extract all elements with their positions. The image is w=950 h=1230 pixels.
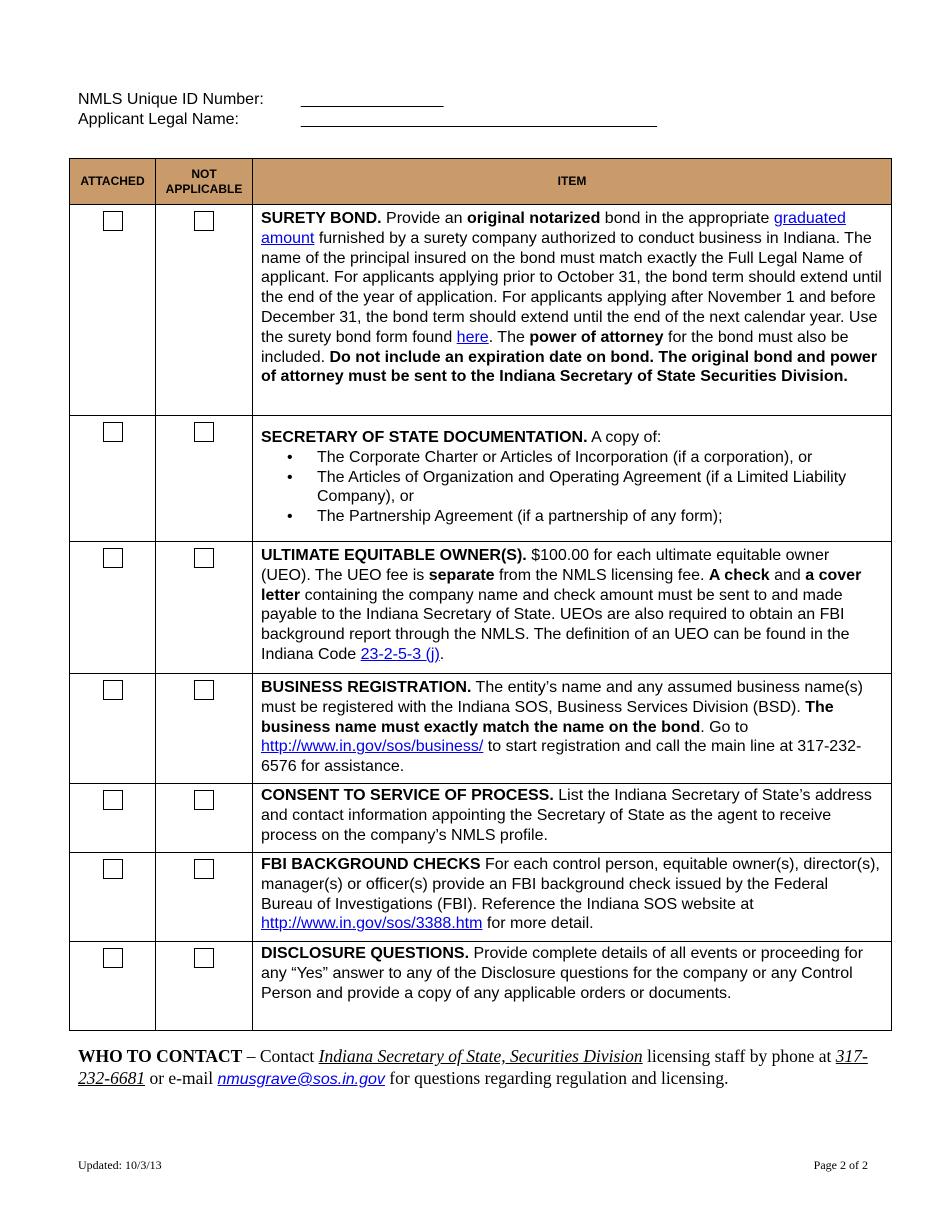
header-item: ITEM <box>253 159 892 205</box>
contact-phone[interactable]: 317-232-6681 <box>78 1046 868 1088</box>
consent-service-title: CONSENT TO SERVICE OF PROCESS. <box>261 786 554 804</box>
contact-email-link[interactable]: nmusgrave@sos.in.gov <box>217 1071 385 1088</box>
sos-documentation-item: SECRETARY OF STATE DOCUMENTATION. A copy of: • The Corporate Charter or Articles of Incorporation (if a corporation), or • The Articles of Organization and Operating Agreement (if a Limited Liability Company), or • The Partnership Agreement (if a partnership of any form); <box>253 416 892 542</box>
fbi-background-title: FBI BACKGROUND CHECKS <box>261 855 481 873</box>
checklist-table <box>69 158 892 1031</box>
sos-documents-list <box>261 448 883 527</box>
surety-bond-item: SURETY BOND. Provide an original notarized bond in the appropriate graduated amount furnished by a surety company authorized to conduct business in Indiana. The name of the principal insured on the bond must match exactly the Full Legal Name of applicant. For applicants applying prior to October 31, the bond term should extend until the end of the year of application. For applicants applying after November 1 and before December 31, the bond term should extend until the end of the next calendar year. Use the surety bond form found here. The power of attorney for the bond must also be included. Do not include an expiration date on bond. The original bond and power of attorney must be sent to the Indiana Secretary of State Securities Division. <box>253 205 892 416</box>
sos-documentation-attached-checkbox[interactable] <box>103 422 123 442</box>
legal-name-row <box>78 110 657 130</box>
fbi-background-attached-checkbox[interactable] <box>103 859 123 879</box>
sos-documentation-na-checkbox[interactable] <box>194 422 214 442</box>
business-registration-attached-checkbox[interactable] <box>103 680 123 700</box>
ueo-na-checkbox[interactable] <box>194 548 214 568</box>
nmls-id-label: NMLS Unique ID Number: <box>78 91 264 108</box>
surety-bond-title: SURETY BOND. <box>261 210 382 227</box>
business-registration-na-checkbox[interactable] <box>194 680 214 700</box>
table-row <box>70 941 892 1030</box>
page-number: Page 2 of 2 <box>813 1158 868 1172</box>
surety-form-here-link[interactable]: here <box>456 328 489 346</box>
consent-service-attached-checkbox[interactable] <box>103 790 123 810</box>
indiana-code-link[interactable]: 23-2-5-3 (j) <box>360 645 440 663</box>
ueo-title: ULTIMATE EQUITABLE OWNER(S). <box>261 547 527 564</box>
disclosure-questions-na-checkbox[interactable] <box>194 948 214 968</box>
legal-name-field[interactable]: ________________________________________ <box>301 111 657 128</box>
legal-name-label: Applicant Legal Name: <box>78 111 239 128</box>
consent-service-item: CONSENT TO SERVICE OF PROCESS. List the Indiana Secretary of State’s address and contact information appointing the Secretary of State as the agent to receive process on the company’s NMLS profile. <box>253 783 892 852</box>
sos-3388-link[interactable]: http://www.in.gov/sos/3388.htm <box>261 915 483 933</box>
ueo-item: ULTIMATE EQUITABLE OWNER(S). $100.00 for each ultimate equitable owner (UEO). The UEO fee is separate from the NMLS licensing fee. A check and a cover letter containing the company name and check amount must be sent to and made payable to the Indiana Secretary of State. UEOs are also required to obtain an FBI background report through the NMLS. The definition of an UEO can be found in the Indiana Code 23-2-5-3 (j). <box>253 542 892 674</box>
header-attached: ATTACHED <box>70 159 156 205</box>
table-header-row <box>70 159 892 205</box>
header-not-applicable: NOT APPLICABLE <box>156 159 253 205</box>
fbi-background-na-checkbox[interactable] <box>194 859 214 879</box>
updated-date: Updated: 10/3/13 <box>78 1158 162 1172</box>
sos-business-link[interactable]: http://www.in.gov/sos/business/ <box>261 738 484 756</box>
fbi-background-item: FBI BACKGROUND CHECKS For each control person, equitable owner(s), director(s), manager(s) or officer(s) provide an FBI background check issued by the Federal Bureau of Investigations (FBI). Reference the Indiana SOS website at http://www.in.gov/sos/3388.htm for more detail. <box>253 852 892 941</box>
table-row <box>70 674 892 784</box>
consent-service-na-checkbox[interactable] <box>194 790 214 810</box>
sos-documentation-title: SECRETARY OF STATE DOCUMENTATION. <box>261 429 588 446</box>
applicant-header <box>78 90 657 130</box>
table-row <box>70 542 892 674</box>
disclosure-questions-title: DISCLOSURE QUESTIONS. <box>261 944 470 962</box>
disclosure-questions-item: DISCLOSURE QUESTIONS. Provide complete details of all events or proceeding for any “Yes” answer to any of the Disclosure questions for the company or any Control Person and provide a copy of any applicable orders or documents. <box>253 941 892 1030</box>
who-to-contact: WHO TO CONTACT – Contact Indiana Secretary of State, Securities Division licensing staff by phone at 317-232-6681 or e-mail nmusgrave@sos.in.gov for questions regarding regulation and licensing. <box>78 1046 868 1088</box>
list-item: • The Corporate Charter or Articles of Incorporation (if a corporation), or <box>309 448 883 468</box>
disclosure-questions-attached-checkbox[interactable] <box>103 948 123 968</box>
table-row <box>70 852 892 941</box>
list-item: • The Partnership Agreement (if a partnership of any form); <box>309 507 883 527</box>
securities-division-name: Indiana Secretary of State, Securities Division <box>318 1046 643 1066</box>
business-registration-title: BUSINESS REGISTRATION. <box>261 679 472 696</box>
table-row <box>70 205 892 416</box>
ueo-attached-checkbox[interactable] <box>103 548 123 568</box>
list-item: • The Articles of Organization and Operating Agreement (if a Limited Liability Company), or <box>309 468 883 508</box>
graduated-amount-link[interactable]: graduated amount <box>261 210 846 247</box>
business-registration-item: BUSINESS REGISTRATION. The entity’s name and any assumed business name(s) must be registered with the Indiana SOS, Business Services Division (BSD). The business name must exactly match the name on the bond. Go to http://www.in.gov/sos/business/ to start registration and call the main line at 317-232-6576 for assistance. <box>253 674 892 784</box>
table-row <box>70 416 892 542</box>
surety-bond-attached-checkbox[interactable] <box>103 211 123 231</box>
surety-bond-na-checkbox[interactable] <box>194 211 214 231</box>
nmls-id-row <box>78 90 657 110</box>
nmls-id-field[interactable]: ________________ <box>301 91 444 108</box>
who-to-contact-label: WHO TO CONTACT <box>78 1046 243 1066</box>
table-row <box>70 783 892 852</box>
